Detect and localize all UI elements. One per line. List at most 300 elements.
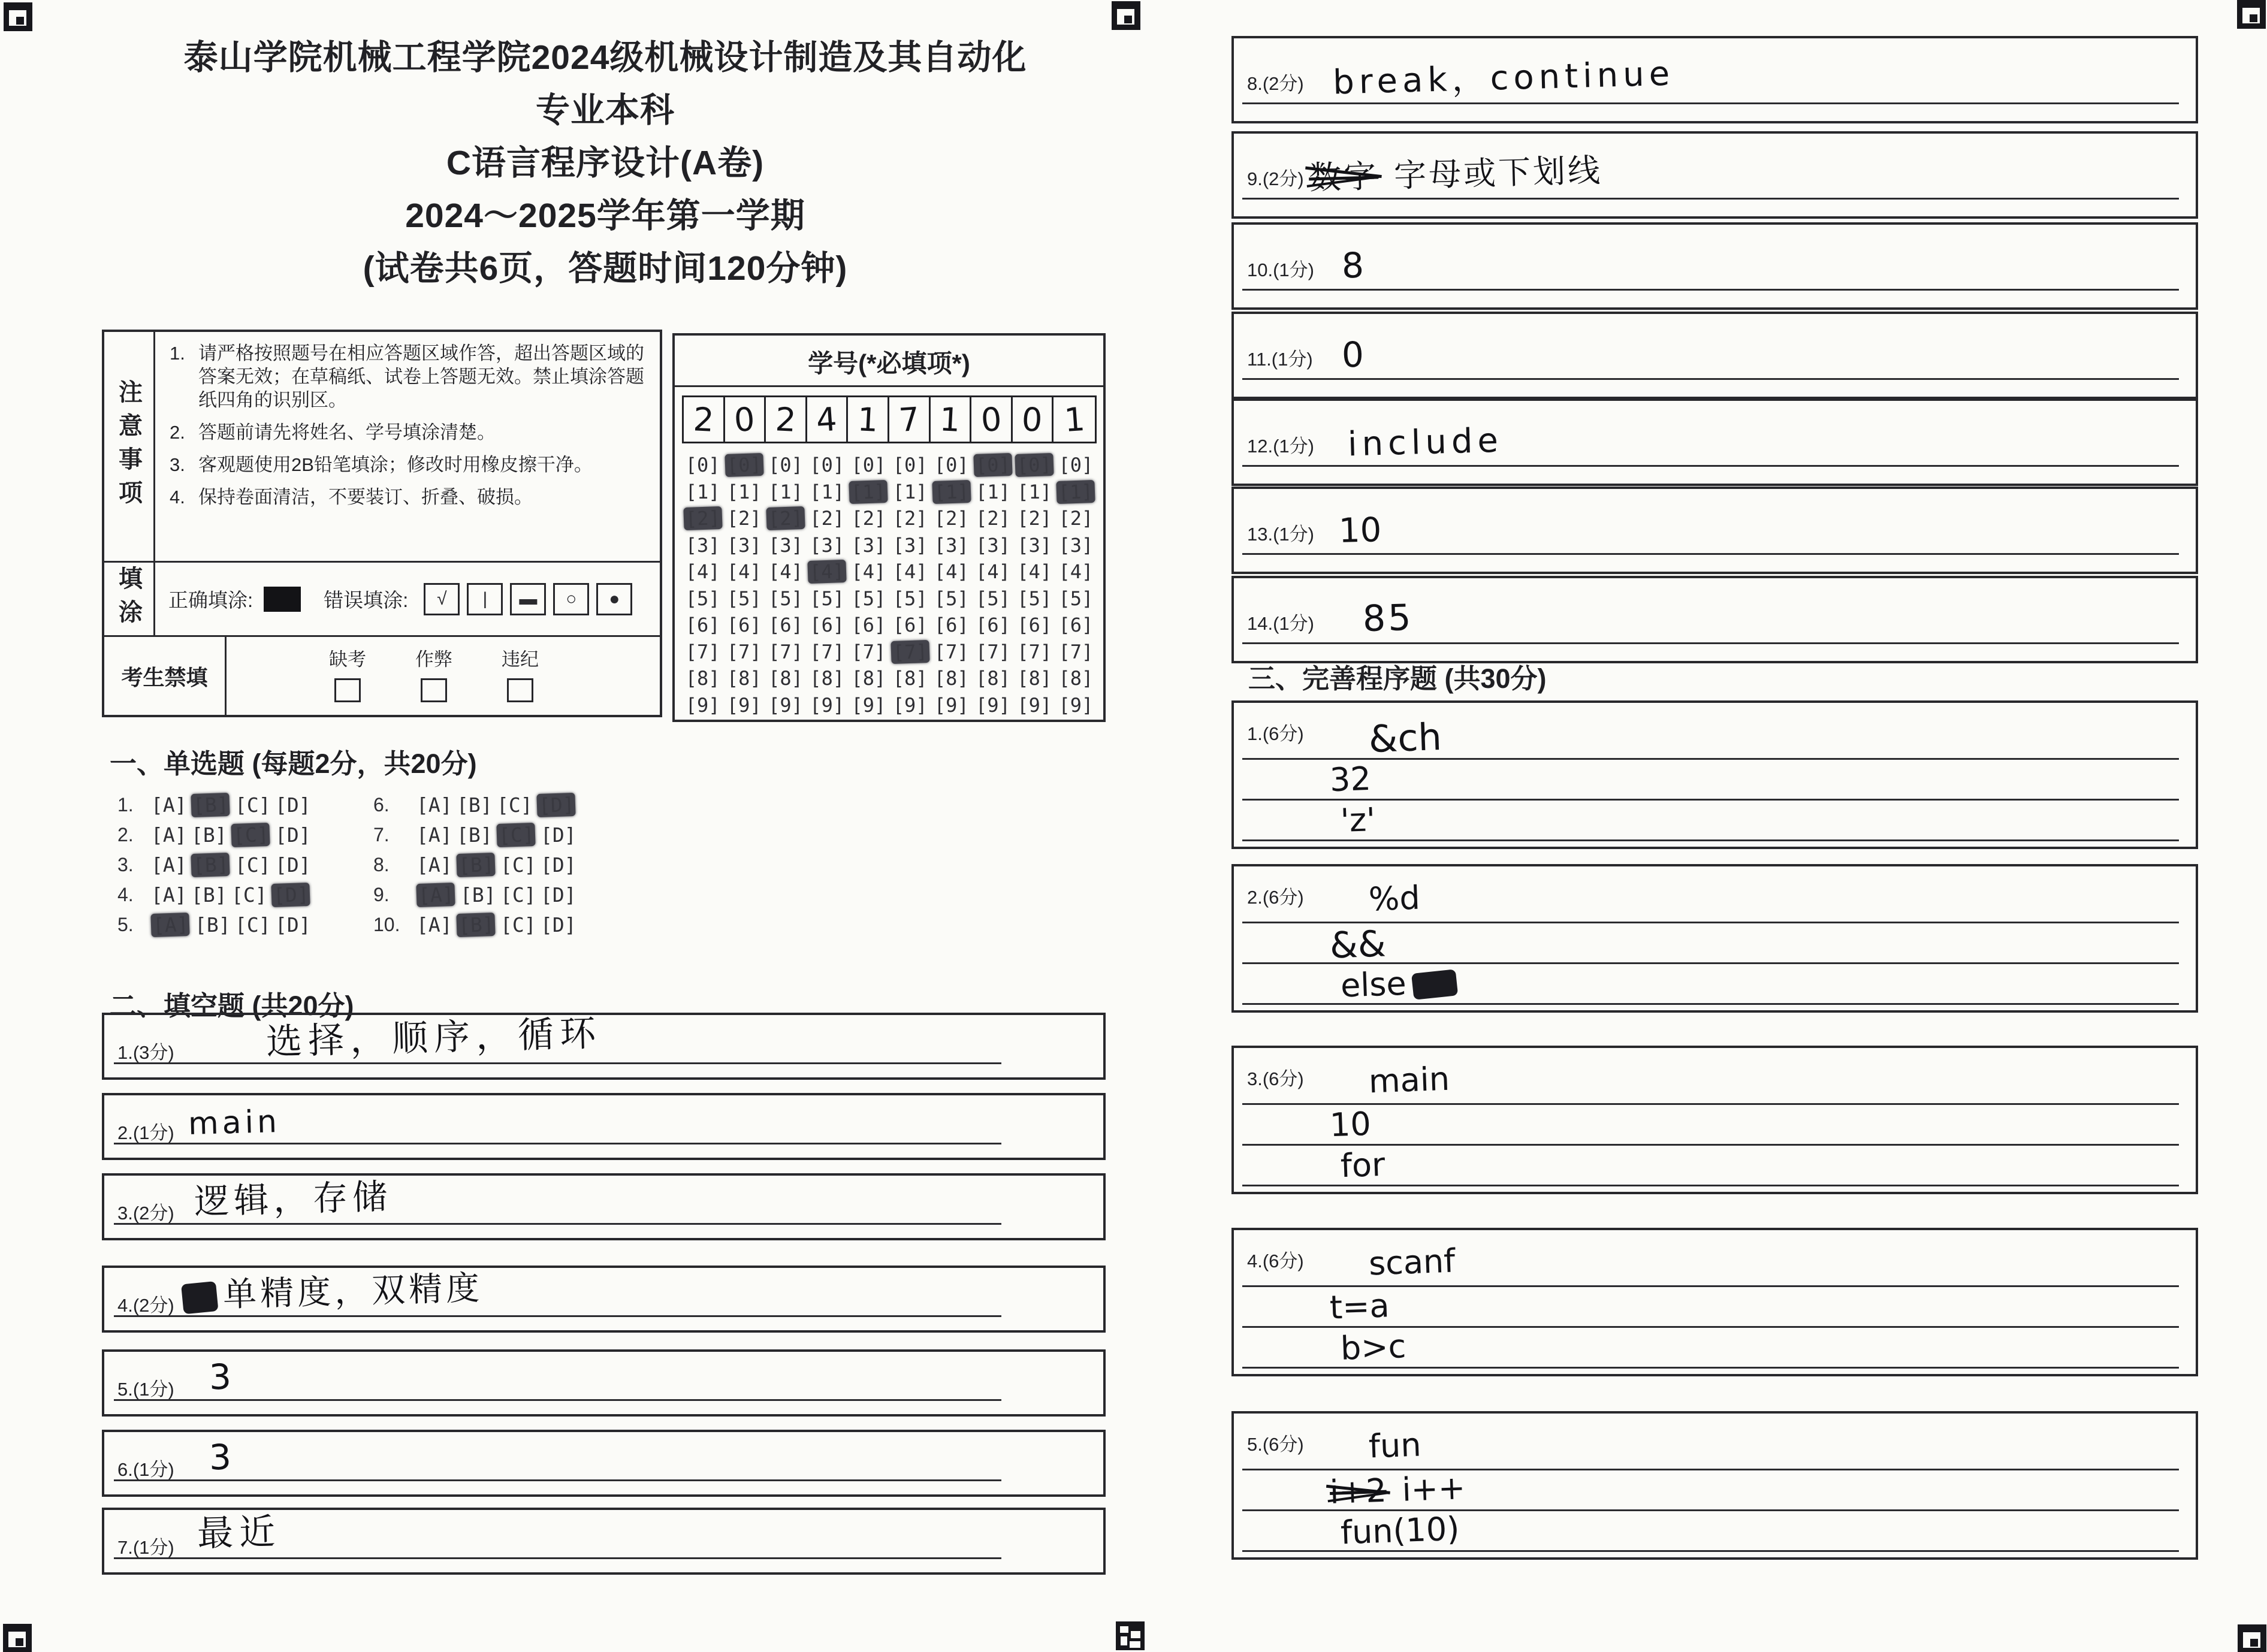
id-bubble-1: [1] (892, 480, 928, 503)
id-bubble-8: [8] (1058, 667, 1094, 690)
notice-item (170, 485, 651, 509)
handwritten-answer (176, 1261, 484, 1317)
forbidden-column-cheat (404, 644, 464, 702)
forbidden-column-label: 缺考 (329, 649, 366, 670)
student-id-title: 学号(*必填项*) (808, 349, 970, 377)
id-bubble-8: [8] (934, 667, 969, 690)
answer-line (114, 1315, 1001, 1317)
mc-option-B-filled: [B] (191, 792, 230, 817)
mc-option-B: [B] (195, 913, 231, 937)
answer-line (1242, 553, 2179, 555)
ink-scribble (1411, 970, 1458, 1000)
id-bubble-6: [6] (1017, 614, 1052, 637)
question-label: 6.(1分) (117, 1459, 174, 1481)
id-bubble-6: [6] (768, 614, 803, 637)
answer-line (1242, 1509, 2179, 1511)
mc-option-A: [A] (416, 913, 452, 937)
mc-option-A: [A] (151, 793, 187, 817)
answer-line (1242, 465, 2179, 467)
correct-fill-swatch (264, 587, 301, 612)
mc-option-D-filled: [D] (271, 882, 310, 907)
fill-guide-label-cell (104, 563, 155, 635)
id-bubble-2-filled: [2] (683, 506, 722, 530)
handwritten-answer (1308, 145, 1603, 199)
id-bubble-6: [6] (892, 614, 928, 637)
answer-line (1242, 839, 2179, 841)
student-id-digit-cell (971, 397, 1013, 442)
mc-option-D: [D] (275, 853, 311, 877)
title-line-term: 2024～2025学年第一学期 (405, 197, 805, 235)
handwritten-digit: 4 (815, 400, 838, 439)
id-bubble-0: [0] (810, 454, 845, 477)
id-bubble-8: [8] (976, 667, 1010, 690)
fill-blank-box-14 (1231, 576, 2198, 663)
registration-marker-bottom-middle-icon (1116, 1621, 1145, 1650)
crossed-out-text: 数字 (1308, 150, 1379, 198)
id-bubble-5: [5] (768, 587, 803, 610)
cheat-checkbox (421, 678, 447, 702)
wrong-fill-example-box: | (467, 583, 503, 615)
answer-line (1242, 1185, 2179, 1186)
id-bubble-3: [3] (768, 533, 803, 557)
section1-header: 一、单选题 (每题2分，共20分) (110, 748, 477, 779)
id-bubble-0: [0] (934, 454, 969, 477)
handwritten-answer (1329, 1469, 1466, 1511)
id-bubble-3: [3] (934, 533, 969, 557)
mc-question-number: 9. (373, 883, 390, 905)
answer-line (1242, 1469, 2179, 1470)
handwritten-answer: 选择，顺序，循环 (265, 1012, 602, 1064)
id-bubble-6: [6] (934, 614, 969, 637)
answer-line (1242, 1003, 2179, 1005)
id-bubble-4: [4] (685, 560, 720, 584)
question-label: 9.(2分) (1247, 168, 1304, 189)
mc-question-number: 7. (373, 823, 390, 845)
id-bubble-1-filled: [1] (932, 480, 971, 504)
mc-option-C: [C] (500, 913, 536, 937)
id-bubble-1: [1] (810, 480, 845, 503)
id-bubble-5: [5] (1058, 587, 1094, 610)
question-label: 3.(2分) (117, 1203, 174, 1224)
notice-item-text: 请严格按照题号在相应答题区域作答，超出答题区域的答案无效；在草稿纸、试卷上答题无效。禁止填涂答题纸四角的识别区。 (198, 343, 644, 410)
forbidden-label-cell (104, 637, 227, 715)
mc-option-A: [A] (416, 853, 452, 877)
id-bubble-3: [3] (1017, 533, 1052, 557)
answer-line (1242, 1367, 2179, 1369)
id-bubble-6: [6] (810, 614, 845, 637)
mc-option-B: [B] (460, 883, 496, 907)
mc-question-number: 10. (373, 913, 400, 935)
id-bubble-8: [8] (1017, 667, 1052, 690)
notice-item-text: 客观题使用2B铅笔填涂；修改时用橡皮擦干净。 (198, 454, 593, 475)
mc-option-D: [D] (275, 793, 311, 817)
id-bubble-4-filled: [4] (808, 560, 847, 584)
id-bubble-1: [1] (976, 480, 1010, 503)
handwritten-answer: 85 (1362, 596, 1414, 641)
mc-question-number: 8. (373, 853, 390, 875)
id-bubble-0: [0] (768, 454, 803, 477)
handwritten-answer: &ch (1368, 714, 1442, 762)
handwritten-digit: 0 (1021, 400, 1044, 439)
handwritten-answer: 3 (209, 1356, 232, 1398)
mc-option-A: [A] (416, 823, 452, 847)
id-bubble-0-filled: [0] (973, 453, 1012, 477)
fill-blank-box-5 (102, 1349, 1106, 1417)
forbidden-column-label: 违纪 (502, 649, 539, 670)
mc-option-B: [B] (457, 793, 493, 817)
forbidden-column-absent (318, 644, 378, 702)
crossed-out-text: i+2 (1329, 1471, 1387, 1511)
answer-line (114, 1479, 1001, 1481)
correct-fill-label: 正确填涂: (168, 589, 253, 611)
registration-marker-bottom-left-icon (3, 1624, 32, 1652)
id-bubble-2: [2] (851, 507, 886, 530)
mc-column-right (373, 790, 581, 940)
question-label: 11.(1分) (1247, 348, 1313, 370)
forbidden-label: 考生禁填 (121, 665, 208, 690)
id-bubble-7: [7] (934, 640, 969, 663)
forbidden-row (104, 637, 660, 715)
fill-blank-box-13 (1231, 487, 2198, 574)
id-bubble-5: [5] (685, 587, 720, 610)
id-bubble-1: [1] (726, 480, 762, 503)
id-bubble-1: [1] (768, 480, 803, 503)
id-bubble-9: [9] (726, 693, 762, 717)
id-bubble-0: [0] (685, 454, 720, 477)
id-bubble-5: [5] (851, 587, 886, 610)
id-bubble-2: [2] (1058, 507, 1094, 530)
notice-item-number: 4. (170, 487, 185, 508)
handwritten-digit: 0 (979, 400, 1003, 439)
mc-option-C-filled: [C] (496, 822, 535, 847)
id-bubble-7: [7] (1017, 640, 1052, 663)
question-label: 2.(1分) (117, 1122, 174, 1144)
title-line-duration: (试卷共6页，答题时间120分钟) (363, 249, 848, 288)
fill-blank-box-1 (102, 1013, 1106, 1080)
wrong-fill-example-box: ▬ (510, 583, 546, 615)
id-bubble-9: [9] (934, 693, 969, 717)
id-bubble-8: [8] (726, 667, 762, 690)
student-id-digit-cell (1053, 397, 1095, 442)
handwritten-answer: 0 (1341, 334, 1365, 376)
mc-question-number: 4. (117, 883, 134, 905)
id-bubble-2: [2] (810, 507, 845, 530)
student-id-bubble-grid (682, 452, 1097, 718)
mc-option-B: [B] (191, 883, 227, 907)
id-bubble-6: [6] (851, 614, 886, 637)
program-box-1 (1231, 700, 2198, 849)
wrong-fill-example-box: ● (596, 583, 632, 615)
id-bubble-7: [7] (726, 640, 762, 663)
question-label: 13.(1分) (1247, 523, 1314, 545)
mc-question-row (117, 790, 315, 820)
id-bubble-0: [0] (851, 454, 886, 477)
notice-item (170, 453, 651, 476)
answer-line (1242, 1103, 2179, 1105)
id-bubble-4: [4] (892, 560, 928, 584)
notice-item (170, 342, 651, 412)
handwritten-answer: t=a (1329, 1286, 1390, 1327)
id-bubble-7: [7] (851, 640, 886, 663)
id-bubble-9: [9] (768, 693, 803, 717)
id-bubble-0-filled: [0] (725, 453, 763, 477)
id-bubble-2: [2] (726, 507, 762, 530)
program-box-2 (1231, 864, 2198, 1013)
forbidden-content (227, 637, 660, 715)
mc-question-row (373, 850, 581, 880)
id-bubble-9: [9] (810, 693, 845, 717)
handwritten-answer: main (188, 1103, 281, 1143)
handwritten-answer: for (1339, 1145, 1386, 1185)
id-bubble-9: [9] (851, 693, 886, 717)
handwritten-answer (1340, 962, 1463, 1004)
mc-option-C: [C] (235, 853, 271, 877)
registration-marker-top-left-icon (4, 2, 32, 31)
handwritten-answer: 10 (1329, 1104, 1372, 1144)
handwritten-answer: fun (1368, 1426, 1422, 1466)
handwritten-answer: b>c (1339, 1327, 1407, 1367)
mc-question-number: 1. (117, 793, 134, 816)
mc-question-row (373, 820, 581, 850)
question-label: 1.(3分) (117, 1042, 174, 1064)
handwritten-digit: 2 (774, 400, 797, 439)
registration-marker-bottom-right-icon (2238, 1624, 2266, 1652)
student-id-digit-cell (1013, 397, 1054, 442)
id-bubble-3: [3] (1058, 533, 1094, 557)
mc-question-row (117, 820, 315, 850)
fill-blank-box-10 (1231, 222, 2198, 310)
fill-blank-box-7 (102, 1508, 1106, 1575)
mc-option-B-filled: [B] (191, 852, 230, 877)
id-bubble-7: [7] (685, 640, 720, 663)
mc-question-number: 2. (117, 823, 134, 845)
handwritten-answer: scanf (1368, 1242, 1456, 1283)
id-bubble-3: [3] (726, 533, 762, 557)
question-label: 4.(2分) (117, 1295, 174, 1316)
id-bubble-3: [3] (892, 533, 928, 557)
question-label: 1.(6分) (1247, 723, 1304, 744)
answer-line (1242, 102, 2179, 104)
id-bubble-1-filled: [1] (1056, 480, 1095, 504)
mc-question-number: 3. (117, 853, 134, 875)
handwritten-digit: 7 (897, 400, 921, 439)
absent-checkbox (334, 678, 361, 702)
title-line-course: C语言程序设计(A卷) (446, 144, 765, 182)
id-bubble-5: [5] (726, 587, 762, 610)
fill-blank-box-9 (1231, 131, 2198, 219)
student-id-digit-cell (766, 397, 807, 442)
handwritten-digit: 0 (733, 400, 756, 439)
mc-question-row (373, 910, 581, 940)
title-line-program: 专业本科 (536, 91, 675, 129)
mc-option-B-filled: [B] (456, 852, 495, 877)
id-bubble-1: [1] (685, 480, 720, 503)
id-bubble-8: [8] (851, 667, 886, 690)
mc-question-row (117, 880, 315, 910)
id-bubble-9: [9] (685, 693, 720, 717)
program-box-3 (1231, 1046, 2198, 1194)
handwritten-answer: 10 (1338, 511, 1382, 551)
student-id-digit-cell (725, 397, 766, 442)
answer-line (114, 1143, 1001, 1144)
mc-option-D: [D] (541, 883, 576, 907)
id-bubble-2: [2] (1017, 507, 1052, 530)
answer-line (1242, 198, 2179, 200)
student-id-digit-cell (848, 397, 889, 442)
id-bubble-9: [9] (976, 693, 1010, 717)
id-bubble-5: [5] (1017, 587, 1052, 610)
id-bubble-4: [4] (1058, 560, 1094, 584)
answer-line (114, 1062, 1001, 1064)
section2-header: 二、填空题 (共20分) (110, 990, 354, 1021)
mc-option-D: [D] (541, 823, 576, 847)
id-bubble-7: [7] (976, 640, 1010, 663)
mc-question-number: 6. (373, 793, 390, 816)
id-bubble-6: [6] (685, 614, 720, 637)
id-bubble-2: [2] (892, 507, 928, 530)
mc-option-C: [C] (497, 793, 533, 817)
id-bubble-0: [0] (1058, 454, 1094, 477)
id-bubble-5: [5] (934, 587, 969, 610)
handwritten-digit: 1 (856, 400, 879, 439)
mc-option-C: [C] (500, 883, 536, 907)
fill-guide-content (155, 563, 660, 635)
fill-blank-box-11 (1231, 312, 2198, 399)
mc-question-row (117, 910, 315, 940)
question-label: 7.(1分) (117, 1537, 174, 1559)
id-bubble-2: [2] (976, 507, 1010, 530)
id-bubble-6: [6] (976, 614, 1010, 637)
id-bubble-7: [7] (810, 640, 845, 663)
registration-marker-top-right-icon (2237, 0, 2266, 29)
question-label: 8.(2分) (1247, 73, 1304, 94)
id-bubble-9: [9] (892, 693, 928, 717)
question-label: 2.(6分) (1247, 887, 1304, 908)
answer-line (114, 1557, 1001, 1559)
mc-column-left (117, 790, 315, 940)
id-bubble-6: [6] (726, 614, 762, 637)
id-bubble-9: [9] (1058, 693, 1094, 717)
fill-blank-box-12 (1231, 398, 2198, 486)
answer-line (1242, 962, 2179, 964)
mc-option-A: [A] (151, 823, 187, 847)
wrong-fill-label: 错误填涂: (324, 589, 409, 611)
notice-item-number: 3. (170, 454, 185, 475)
id-bubble-8: [8] (768, 667, 803, 690)
id-bubble-5: [5] (810, 587, 845, 610)
question-label: 12.(1分) (1247, 435, 1314, 457)
id-bubble-4: [4] (976, 560, 1010, 584)
student-id-digit-cell (684, 397, 725, 442)
id-bubble-4: [4] (851, 560, 886, 584)
notice-item-number: 1. (170, 343, 185, 364)
id-bubble-9: [9] (1017, 693, 1052, 717)
violation-checkbox (507, 678, 533, 702)
exam-title-block (102, 31, 1109, 295)
handwritten-digit: 1 (1062, 400, 1086, 439)
id-bubble-3: [3] (685, 533, 720, 557)
forbidden-column-label: 作弊 (415, 649, 452, 670)
mc-question-row (117, 850, 315, 880)
mc-option-C: [C] (235, 793, 271, 817)
handwritten-answer-text: i++ (1401, 1469, 1466, 1509)
handwritten-answer: fun(10) (1339, 1509, 1460, 1552)
question-label: 5.(1分) (117, 1379, 174, 1400)
answer-line (1242, 378, 2179, 380)
ink-scribble (181, 1281, 219, 1314)
mc-option-B: [B] (457, 823, 493, 847)
mc-question-row (373, 880, 581, 910)
id-bubble-3: [3] (810, 533, 845, 557)
answer-line (1242, 758, 2179, 760)
student-id-digit-row (682, 395, 1097, 443)
student-id-divider (675, 385, 1103, 387)
handwritten-answer: && (1329, 923, 1387, 967)
question-label: 5.(6分) (1247, 1434, 1304, 1455)
wrong-fill-marks (416, 583, 632, 615)
id-bubble-2-filled: [2] (766, 506, 805, 530)
notice-box (102, 330, 662, 717)
mc-option-C: [C] (231, 883, 267, 907)
registration-marker-top-middle-icon (1112, 1, 1140, 30)
fill-blank-box-6 (102, 1430, 1106, 1497)
handwritten-answer: %d (1368, 878, 1421, 919)
notice-label-cell (104, 332, 155, 561)
handwritten-answer: 最近 (197, 1511, 282, 1555)
notice-label: 注意事项 (115, 379, 142, 514)
fill-blank-box-2 (102, 1093, 1106, 1160)
id-bubble-3: [3] (851, 533, 886, 557)
mc-option-A: [A] (151, 883, 187, 907)
fill-blank-box-3 (102, 1173, 1106, 1240)
id-bubble-5: [5] (892, 587, 928, 610)
handwritten-answer: include (1347, 421, 1504, 464)
notice-item-text: 答题前请先将姓名、学号填涂清楚。 (198, 422, 496, 443)
question-label: 14.(1分) (1247, 612, 1314, 634)
mc-option-B-filled: [B] (456, 912, 495, 937)
id-bubble-7-filled: [7] (891, 640, 929, 664)
id-bubble-8: [8] (810, 667, 845, 690)
id-bubble-1-filled: [1] (849, 480, 888, 504)
fill-blank-box-4 (102, 1266, 1106, 1333)
id-bubble-8: [8] (892, 667, 928, 690)
answer-line (1242, 1550, 2179, 1552)
id-bubble-4: [4] (1017, 560, 1052, 584)
student-id-digit-cell (889, 397, 931, 442)
fill-blank-box-8 (1231, 36, 2198, 123)
handwritten-answer: 8 (1341, 244, 1365, 286)
mc-option-C: [C] (235, 913, 271, 937)
mc-option-D-filled: [D] (536, 792, 575, 817)
wrong-fill-example-box: √ (424, 583, 460, 615)
forbidden-column-violation (490, 644, 550, 702)
mc-option-C: [C] (500, 853, 536, 877)
fill-guide-label: 填涂 (115, 565, 142, 633)
id-bubble-6: [6] (1058, 614, 1094, 637)
id-bubble-1: [1] (1017, 480, 1052, 503)
handwritten-answer: main (1368, 1059, 1450, 1101)
handwritten-answer: 'z' (1339, 801, 1376, 839)
id-bubble-3: [3] (976, 533, 1010, 557)
mc-option-B: [B] (191, 823, 227, 847)
handwritten-digit: 2 (692, 400, 715, 439)
id-bubble-7: [7] (1058, 640, 1094, 663)
handwritten-answer-text: 单精度，双精度 (222, 1269, 484, 1315)
answer-line (1242, 289, 2179, 291)
question-label: 3.(6分) (1247, 1068, 1304, 1089)
notice-items (155, 332, 660, 561)
student-id-digit-cell (931, 397, 972, 442)
